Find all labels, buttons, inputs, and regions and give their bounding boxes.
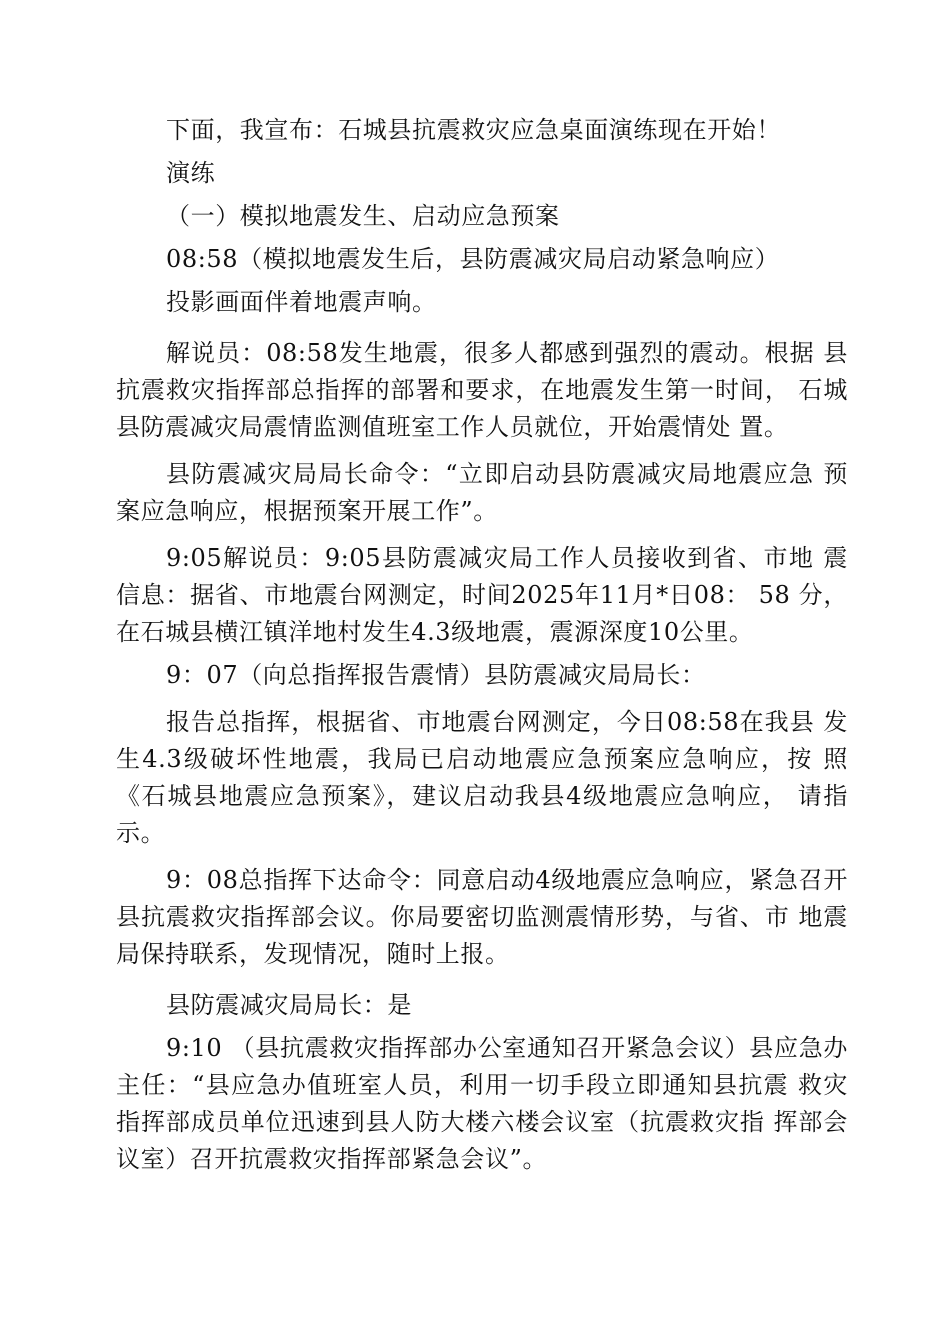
section-heading-1: （一）模拟地震发生、启动应急预案 bbox=[166, 202, 560, 230]
paragraph-command-0908: 9：08总指挥下达命令：同意启动4级地震应急响应，紧急召开县抗震救灾指挥部会议。你局要密切监测震情形势，与省、市 地震局保持联系，发现情况，随时上报。 bbox=[116, 866, 848, 968]
paragraph-director-reply: 县防震减灾局局长：是 bbox=[166, 991, 412, 1019]
paragraph-time-0907: 9：07（向总指挥报告震情）县防震减灾局局长： bbox=[166, 661, 706, 689]
document-body bbox=[116, 112, 848, 1178]
paragraph-projection: 投影画面伴着地震声响。 bbox=[166, 288, 437, 316]
paragraph-drill-label: 演练 bbox=[166, 159, 216, 187]
paragraph-time-0910: 9:10 （县抗震救灾指挥部办公室通知召开紧急会议）县应急办主任：“县应急办值班室人员，利用一切手段立即通知县抗震 救灾指挥部成员单位迅速到县人防大楼六楼会议室（抗震救灾指 挥部会议室）召开抗震救灾指挥部紧急会议”。 bbox=[116, 1034, 848, 1173]
paragraph-announcement: 下面，我宣布：石城县抗震救灾应急桌面演练现在开始！ bbox=[166, 116, 781, 144]
paragraph-time-0858: 08:58（模拟地震发生后，县防震减灾局启动紧急响应） bbox=[166, 245, 780, 273]
paragraph-report: 报告总指挥，根据省、市地震台网测定，今日08:58在我县 发生4.3级破坏性地震，我局已启动地震应急预案应急响应，按 照《石城县地震应急预案》，建议启动我县4级地震应急响应， 请指示。 bbox=[116, 708, 848, 847]
paragraph-director-command: 县防震减灾局局长命令：“立即启动县防震减灾局地震应急 预案应急响应，根据预案开展工作”。 bbox=[116, 460, 848, 525]
paragraph-narrator-0905: 9:05解说员：9:05县防震减灾局工作人员接收到省、市地 震信息：据省、市地震台网测定，时间2025年11月*日08： 58 分，在石城县横江镇洋地村发生4.3级地震，震源深度10公里。 bbox=[116, 544, 848, 646]
paragraph-narrator-1: 解说员：08:58发生地震，很多人都感到强烈的震动。根据 县抗震救灾指挥部总指挥的部署和要求，在地震发生第一时间， 石城县防震减灾局震情监测值班室工作人员就位，开始震情处 置。 bbox=[116, 339, 848, 441]
